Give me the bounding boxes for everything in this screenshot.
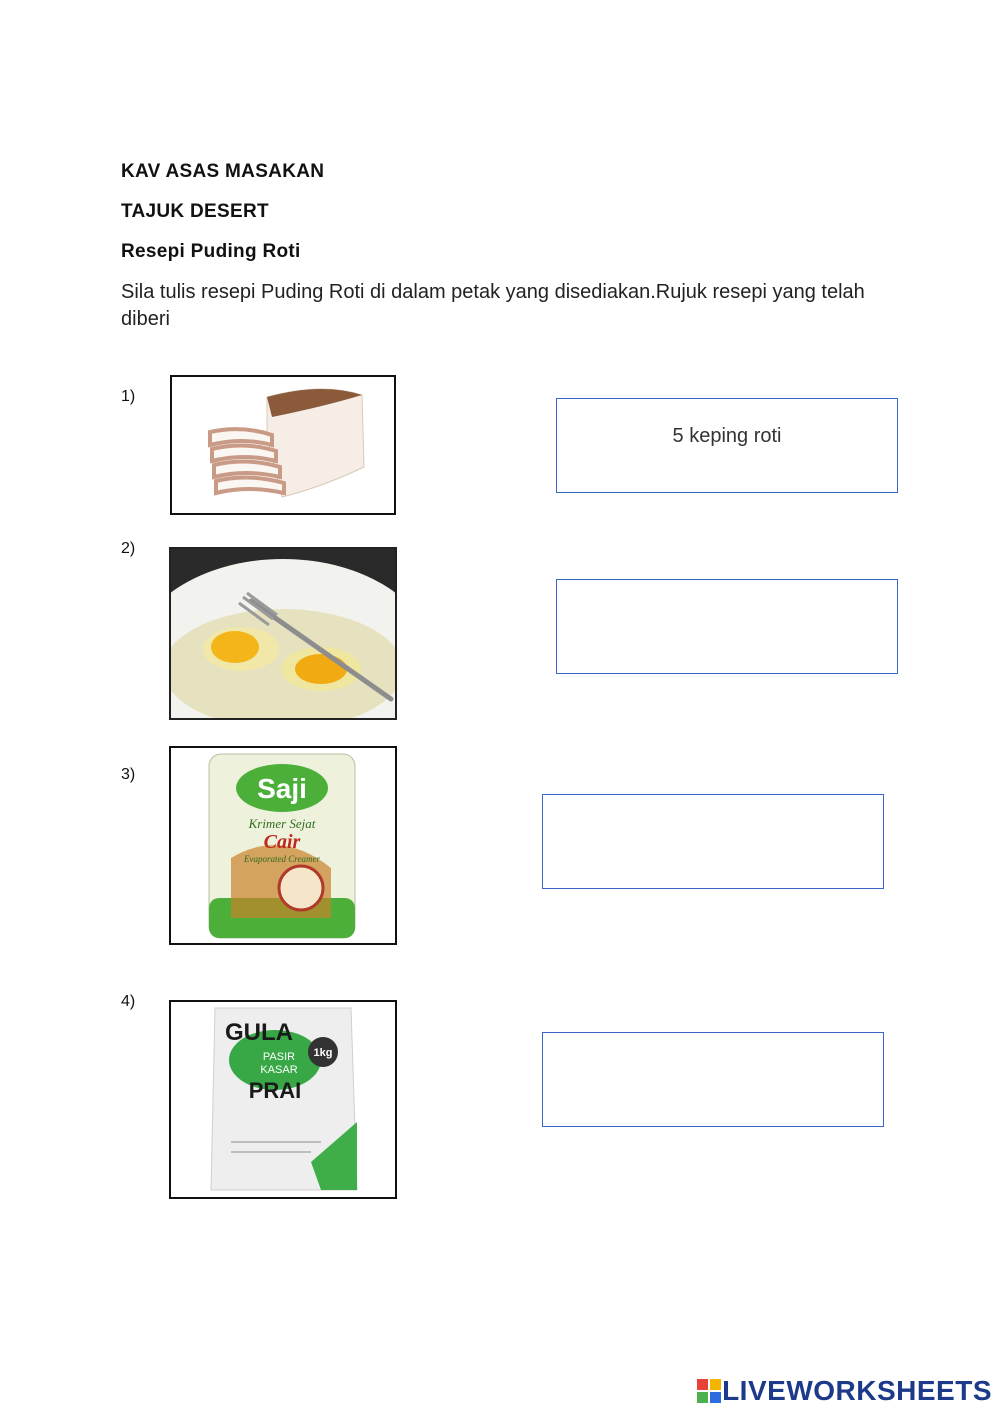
creamer-line2: Cair <box>263 831 301 853</box>
topic-title: TAJUK DESERT <box>121 201 269 222</box>
sugar-line3: PRAI <box>248 1078 302 1103</box>
answer-box-2[interactable] <box>556 579 898 674</box>
creamer-line3: Evaporated Creamer <box>244 854 320 864</box>
sugar-pack-image <box>169 1000 397 1199</box>
logo-text: LIVEWORKSHEETS <box>722 1375 992 1406</box>
beaten-eggs-image <box>169 547 397 720</box>
answer-box-1[interactable]: 5 keping roti <box>556 398 898 493</box>
course-title: KAV ASAS MASAKAN <box>121 161 325 182</box>
liveworksheets-logo <box>696 1375 992 1407</box>
sugar-line2: KASAR <box>260 1064 298 1076</box>
sugar-line1: PASIR <box>262 1051 296 1063</box>
liveworksheets-mark-icon <box>696 1378 722 1404</box>
item-number-4: 4) <box>121 993 136 1010</box>
creamer-line1: Krimer Sejat <box>248 816 316 831</box>
answer-box-4[interactable] <box>542 1032 884 1127</box>
sugar-brand: GULA <box>225 1019 293 1046</box>
evaporated-creamer-image <box>169 746 397 945</box>
item-number-2: 2) <box>121 540 136 557</box>
sliced-bread-image <box>170 375 396 515</box>
recipe-title: Resepi Puding Roti <box>121 241 301 262</box>
instruction-text: Sila tulis resepi Puding Roti di dalam petak yang disediakan.Rujuk resepi yang telah diberi <box>121 281 865 330</box>
item-number-3: 3) <box>121 766 136 783</box>
answer-box-3[interactable] <box>542 794 884 889</box>
sugar-weight: 1kg <box>313 1047 333 1059</box>
creamer-brand: Saji <box>257 773 307 804</box>
item-number-1: 1) <box>121 388 136 405</box>
